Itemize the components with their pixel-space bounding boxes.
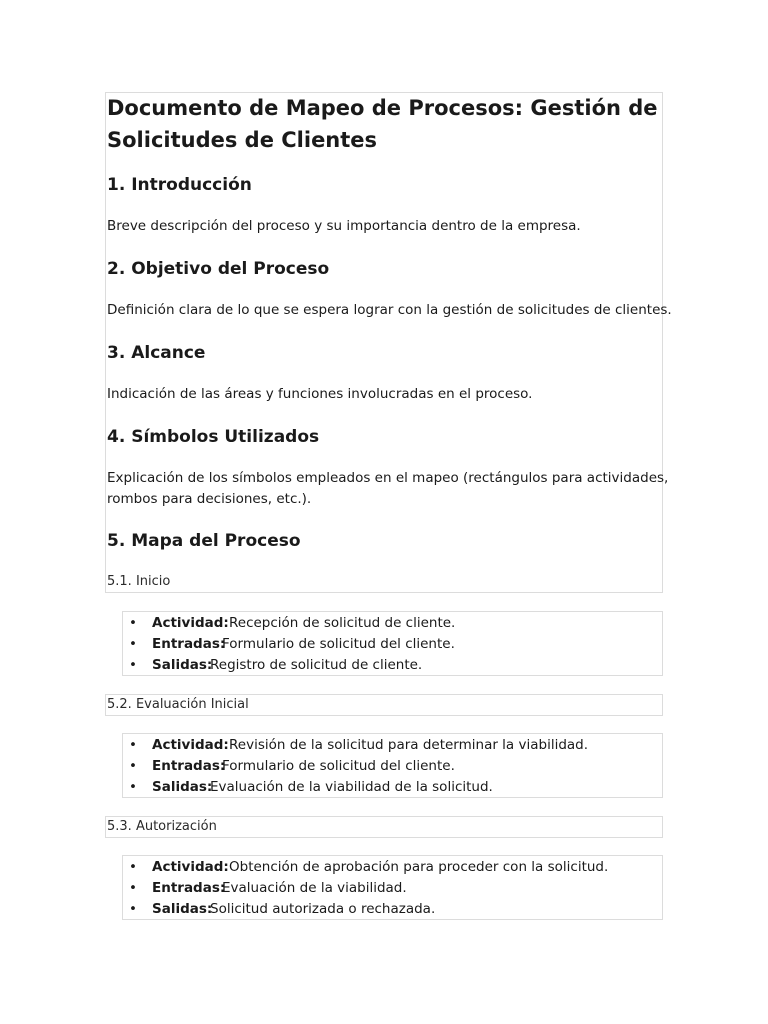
item-label: Salidas: [152,779,213,795]
section-text-introduccion: Breve descripción del proceso y su importancia dentro de la empresa. [107,218,581,234]
bullet-icon: • [129,657,137,673]
step-title-box-evaluacion [105,694,663,716]
step-title-autorizacion: 5.3. Autorización [107,819,217,834]
item-label: Entradas: [152,880,226,896]
item-value: Recepción de solicitud de cliente. [229,615,456,631]
bullet-icon: • [129,758,137,774]
section-text-objetivo: Definición clara de lo que se espera lograr con la gestión de solicitudes de clientes. [107,302,672,318]
bullet-icon: • [129,859,137,875]
bullet-icon: • [129,880,137,896]
section-heading-objetivo: 2. Objetivo del Proceso [107,259,330,279]
step-title-box-autorizacion [105,816,663,838]
document-title-line2: Solicitudes de Clientes [107,128,378,152]
item-value: Evaluación de la viabilidad. [222,880,407,896]
item-value: Solicitud autorizada o rechazada. [210,901,436,917]
section-text-simbolos-line1: Explicación de los símbolos empleados en el mapeo (rectángulos para actividades, [107,470,669,486]
section-text-simbolos-line2: rombos para decisiones, etc.). [107,491,312,507]
item-value: Registro de solicitud de cliente. [210,657,423,673]
bullet-icon: • [129,737,137,753]
step-list-evaluacion [122,733,663,798]
document-title-line1: Documento de Mapeo de Procesos: Gestión de [107,96,658,120]
section-heading-mapa: 5. Mapa del Proceso [107,531,301,551]
step-title-evaluacion: 5.2. Evaluación Inicial [107,697,249,712]
section-heading-simbolos: 4. Símbolos Utilizados [107,427,320,447]
item-label: Entradas: [152,758,226,774]
item-label: Salidas: [152,901,213,917]
item-value: Formulario de solicitud del cliente. [222,636,455,652]
item-value: Obtención de aprobación para proceder con la solicitud. [229,859,609,875]
step-list-autorizacion [122,855,663,920]
item-label: Actividad: [152,737,229,753]
item-label: Salidas: [152,657,213,673]
bullet-icon: • [129,779,137,795]
step-list-inicio [122,611,663,676]
item-value: Evaluación de la viabilidad de la solicitud. [210,779,493,795]
bullet-icon: • [129,901,137,917]
item-label: Actividad: [152,859,229,875]
bullet-icon: • [129,615,137,631]
item-label: Actividad: [152,615,229,631]
item-label: Entradas: [152,636,226,652]
item-value: Formulario de solicitud del cliente. [222,758,455,774]
section-heading-alcance: 3. Alcance [107,343,206,363]
bullet-icon: • [129,636,137,652]
section-heading-introduccion: 1. Introducción [107,175,252,195]
item-value: Revisión de la solicitud para determinar la viabilidad. [229,737,589,753]
step-title-inicio: 5.1. Inicio [107,574,171,589]
section-text-alcance: Indicación de las áreas y funciones involucradas en el proceso. [107,386,533,402]
